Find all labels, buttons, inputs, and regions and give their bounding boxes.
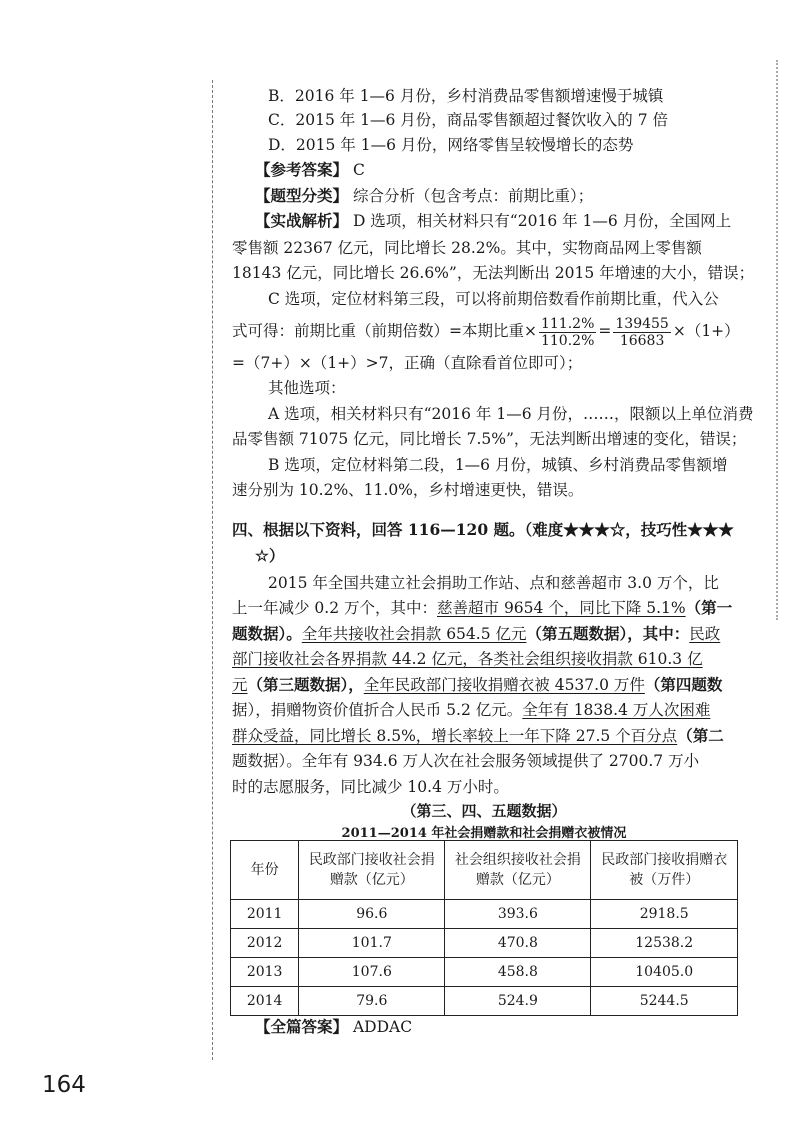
table-row [231,929,738,958]
section-heading-line-1: 四、根据以下资料，回答 116—120 题。（难度★★★☆，技巧性★★★ [232,520,734,539]
cell-value: 458.8 [445,958,591,987]
option-b: B．2016 年 1—6 月份，乡村消费品零售额增速慢于城镇 [268,87,664,105]
cell-value: 101.7 [299,929,445,958]
table-caption-title: 2011—2014 年社会捐赠款和社会捐赠衣被情况 [341,826,627,841]
page-number: 164 [42,1072,86,1098]
passage-text: 据），捐赠物资价值折合人民币 5.2 亿元。 [232,701,523,719]
table-header-row [231,841,738,900]
passage-line-3 [232,624,720,644]
cell-value: 5244.5 [591,987,738,1016]
reference-answer [255,160,365,180]
cell-value: 470.8 [445,929,591,958]
fraction-values [613,316,670,349]
reference-answer-label: 【参考答案】 [255,160,349,179]
passage-line-5 [232,675,722,695]
passage-underlined: 群众受益，同比增长 8.5%，增长率较上一年下降 27.5 个百分点 [232,727,678,745]
cell-value: 2918.5 [591,900,738,929]
analysis-line-7: 其他选项： [268,379,346,397]
analysis-line-11: 速分别为 10.2%、11.0%，乡村增速更快，错误。 [232,481,584,499]
passage-line-6 [232,700,710,720]
final-answer-value: ADDAC [352,1018,413,1036]
header-social-org-donations: 社会组织接收社会捐赠款（亿元） [445,841,591,900]
fraction-ratio-numerator: 111.2% [540,315,595,332]
analysis-formula-line [232,311,740,351]
analysis-line-4: C 选项，定位材料第三段，可以将前期倍数看作前期比重，代入公 [268,290,719,308]
passage-line-4: 部门接收社会各界捐款 44.2 亿元，各类社会组织接收捐款 610.3 亿 [232,650,703,668]
passage-note: （第五题数据），其中： [526,624,690,643]
analysis-line-3: 18143 亿元，同比增长 26.6%”，无法判断出 2015 年增速的大小，错误； [232,264,755,282]
fraction-values-numerator: 139455 [615,315,669,332]
cell-value: 10405.0 [591,958,738,987]
question-category [255,186,593,206]
cell-year: 2012 [231,929,299,958]
cell-value: 12538.2 [591,929,738,958]
cell-year: 2014 [231,987,299,1016]
formula-prefix: 式可得：前期比重（前期倍数）=本期比重× [232,322,537,340]
cell-value: 393.6 [445,900,591,929]
passage-note: （第二 [677,726,724,745]
analysis-line-8: A 选项，相关材料只有“2016 年 1—6 月份，……，限额以上单位消费 [268,405,754,423]
passage-line-9: 时的志愿服务，同比减少 10.4 万小时。 [232,778,509,796]
donation-table [230,840,738,1016]
table-row [231,900,738,929]
header-clothing-donations: 民政部门接收捐赠衣被（万件） [591,841,738,900]
final-answer [255,1017,412,1037]
cell-value: 524.9 [445,987,591,1016]
passage-line-7 [232,726,724,746]
option-d: D．2015 年 1—6 月份，网络零售呈较慢增长的态势 [268,136,634,154]
section-heading-line-2: ☆） [255,546,285,565]
fraction-ratio [539,316,596,349]
margin-rule [212,80,219,1060]
question-category-value: 综合分析（包含考点：前期比重）； [352,187,594,205]
cell-value: 107.6 [299,958,445,987]
cell-year: 2011 [231,900,299,929]
passage-underlined: 全年民政部门接收捐赠衣被 4537.0 万件 [363,676,645,694]
header-year: 年份 [231,841,299,900]
analysis-line-10: B 选项，定位材料第二段，1—6 月份，城镇、乡村消费品零售额增 [268,456,728,474]
passage-underlined: 全年共接收社会捐款 654.5 亿元 [301,625,527,643]
passage-note: （第四题数 [644,675,723,694]
final-answer-label: 【全篇答案】 [255,1017,349,1036]
analysis-line-1 [255,211,731,231]
passage-underlined: 全年有 1838.4 万人次困难 [522,701,711,719]
analysis-line-2: 零售额 22367 亿元，同比增长 28.2%。其中，实物商品网上零售额 [232,239,702,257]
edge-marks [776,60,780,620]
passage-line-1: 2015 年全国共建立社会捐助工作站、点和慈善超市 3.0 万个，比 [268,574,719,592]
passage-underlined: 元 [232,676,248,694]
header-civil-affairs-donations: 民政部门接收社会捐赠款（亿元） [299,841,445,900]
analysis-line-9: 品零售额 71075 亿元，同比增长 7.5%”，无法判断出增速的变化，错误； [232,430,747,448]
passage-note: （第一 [685,598,733,617]
option-c: C．2015 年 1—6 月份，商品零售额超过餐饮收入的 7 倍 [268,111,669,129]
passage-underlined: 慈善超市 9654 个，同比下降 5.1% [437,599,686,617]
passage-text: 上一年减少 0.2 万个，其中： [232,599,438,617]
formula-suffix: ×（1+） [672,322,740,340]
passage-note: 题数据）。 [232,624,302,643]
cell-year: 2013 [231,958,299,987]
fraction-values-denominator: 16683 [619,332,665,349]
formula-equals: = [598,322,612,340]
passage-line-8: 题数据）。全年有 934.6 万人次在社会服务领域提供了 2700.7 万小 [232,752,700,770]
table-caption-sub: （第三、四、五题数据） [401,802,567,820]
cell-value: 96.6 [299,900,445,929]
cell-value: 79.6 [299,987,445,1016]
fraction-ratio-denominator: 110.2% [540,332,595,349]
analysis-line-6: =（7+）×（1+）>7，正确（直除看首位即可）； [232,354,583,372]
passage-line-2 [232,598,732,618]
table-row [231,958,738,987]
analysis-label: 【实战解析】 [255,211,349,230]
analysis-text-1: D 选项，相关材料只有“2016 年 1—6 月份，全国网上 [352,212,732,230]
reference-answer-value: C [352,161,365,179]
passage-note: （第三题数据）， [247,675,364,694]
table-row [231,987,738,1016]
question-category-label: 【题型分类】 [255,186,349,205]
passage-underlined: 民政 [689,625,721,643]
